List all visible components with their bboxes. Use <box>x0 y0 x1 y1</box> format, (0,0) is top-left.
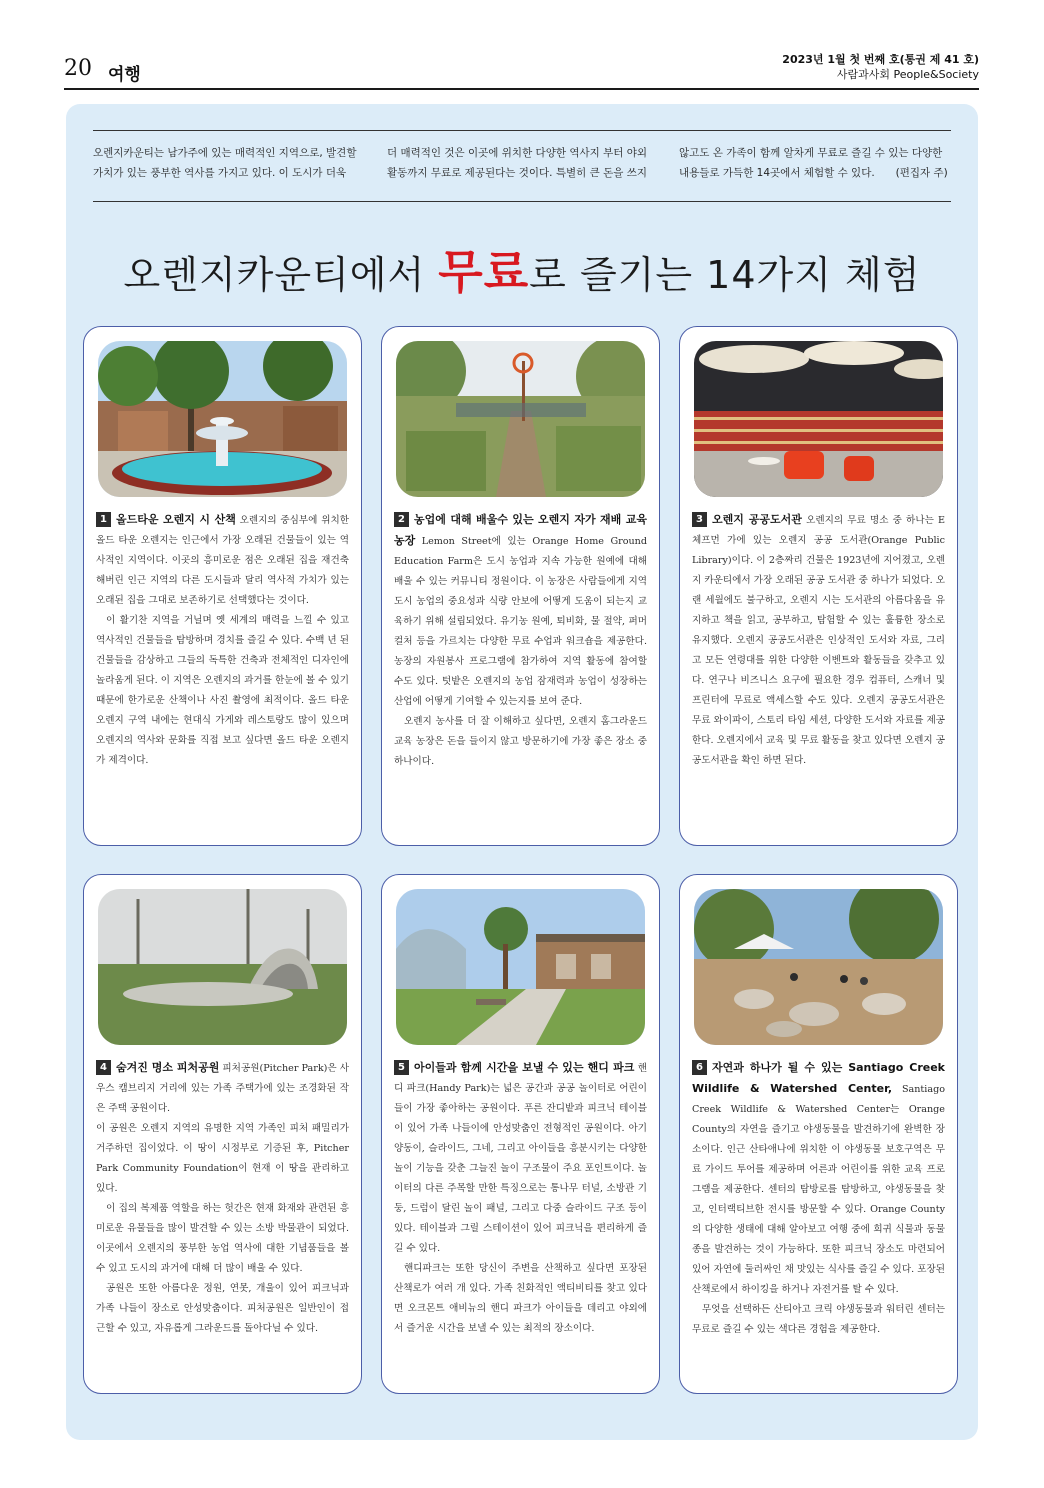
article-number-badge: 1 <box>96 512 111 527</box>
community-farm-photo <box>396 341 645 497</box>
article-number-badge: 5 <box>394 1060 409 1075</box>
plaza-fountain-photo <box>98 341 347 497</box>
article-lead: 핸디 파크(Handy Park)는 넓은 공간과 공공 놀이터로 어린이들이 가장 좋아하는 공원이다. 푸른 잔디밭과 피크닉 테이블이 있어 가족 나들이에 안성맞춤인 전형적인 공원이다. 아기 양동이, 슬라이드, 그네, 그리고 아이들을 흥분시키는 다양한 놀이 기능을 갖춘 그늘진 놀이 구조물이 주요 포인트이다. 놀이터의 다른 주목할 만한 특징으로는 통나무 터널, 소방관 기둥, 드럼이 달린 놀이 패널, 그리고 다중 슬라이드 구조 등이 있다. 테이블과 그릴 스테이션이 있어 피크닉을 편리하게 즐길 수 있다. <box>394 1063 647 1254</box>
article-title: 아이들과 함께 시간을 보낼 수 있는 핸디 파크 <box>414 1061 635 1074</box>
article-title: 자연과 하나가 될 수 있는 Santiago Creek Wildlife & Watershed Center, <box>692 1061 945 1095</box>
library-interior-photo <box>694 341 943 497</box>
intro-col-3: 않고도 온 가족이 함께 알차게 무료로 즐길 수 있는 다양한 내용들로 가득한 14곳에서 체험할 수 있다. (편집자 주) <box>679 147 948 179</box>
editor-intro <box>93 130 951 202</box>
headline-part-2: 로 즐기는 14가지 체험 <box>529 253 921 297</box>
article-number-badge: 4 <box>96 1060 111 1075</box>
section-label: 여행 <box>108 65 141 85</box>
publication-name: 사람과사회 People&Society <box>836 68 979 81</box>
feature-headline <box>93 236 951 302</box>
article-paragraph: 오렌지 농사를 더 잘 이해하고 싶다면, 오렌지 홈그라운드 교육 농장은 돈을 들이지 않고 방문하기에 가장 좋은 장소 중 하나이다. <box>394 716 647 767</box>
article-card-4 <box>83 874 362 1394</box>
article-lead: 오렌지의 중심부에 위치한 올드 타운 오렌지는 인근에서 가장 오래된 건물들이 있는 역사적인 지역이다. 이곳의 흥미로운 점은 오래된 집을 재건축 해버린 인근 지역의 다른 도시들과 달리 역사적 가치가 있는 오래된 집을 그대로 보존하기로 선택했다는 것이다. <box>96 515 349 606</box>
article-card-6 <box>679 874 958 1394</box>
article-body-4 <box>96 1058 349 1339</box>
article-title: 숨겨진 명소 피처공원 <box>116 1061 220 1074</box>
intro-col-2: 더 매력적인 것은 이곳에 위치한 다양한 역사지 부터 야외 활동까지 무료로 제공된다는 것이다. 특별히 큰 돈을 쓰지 <box>387 147 647 179</box>
article-body-3 <box>692 510 945 771</box>
article-lead: Lemon Street에 있는 Orange Home Ground Education Farm은 도시 농업과 지속 가능한 원예에 대해 배울 수 있는 커뮤니티 정원이다. 이 농장은 사람들에게 지역 도시 농업의 중요성과 식량 안보에 어떻게 도움이 되는지 교육하기 위해 설립되었다. 유기농 원예, 퇴비화, 물 절약, 퍼머컬처 등을 가르치는 다양한 무료 수업과 워크숍을 제공한다. 농장의 자원봉사 프로그램에 참가하여 지역 활동에 참여할 수도 있다. 텃밭은 오렌지의 농업 잠재력과 농업이 성장하는 산업에 어떻게 기여할 수 있는지를 보여 준다. <box>394 536 647 707</box>
article-lead: 피처공원(Pitcher Park)은 사우스 캠브리지 거리에 있는 가족 주택가에 있는 조경화된 작은 주택 공원이다. <box>96 1063 349 1114</box>
article-paragraph: 이 공원은 오렌지 지역의 유명한 지역 가족인 피처 패밀리가 거주하던 집이었다. 이 땅이 시정부로 기증된 후, Pitcher Park Community Foundation이 현재 이 땅을 관리하고 있다. <box>96 1123 349 1194</box>
article-card-3 <box>679 326 958 846</box>
article-lead: Santiago Creek Wildlife & Watershed Center는 Orange County의 자연을 즐기고 야생동물을 발견하기에 완벽한 장소이다. 인근 산타애나에 위치한 이 야생동물 보호구역은 무료 가이드 투어를 제공하며 어른과 어린이를 위한 교육 프로그램을 제공한다. 센터의 탐방로를 탐방하고, 야생동물을 찾고, 인터랙티브한 전시를 방문할 수 있다. Orange County의 다양한 생태에 대해 알아보고 여행 중에 희귀 식물과 동물 종을 발견하는 것이 가능하다. 또한 피크닉 장소도 마련되어 있어 자연에 둘러싸인 채 맛있는 식사를 즐길 수 있다. 포장된 산책로에서 하이킹을 하거나 자전거를 탈 수 있다. <box>692 1084 945 1295</box>
article-paragraph: 핸디파크는 또한 당신이 주변을 산책하고 싶다면 포장된 산책로가 여러 개 있다. 가족 친화적인 액티비티를 찾고 있다면 오크몬트 애비뉴의 핸디 파크가 아이들을 데리고 야외에서 즐거운 시간을 보낼 수 있는 최적의 장소이다. <box>394 1263 647 1334</box>
article-body-5 <box>394 1058 647 1339</box>
article-number-badge: 3 <box>692 512 707 527</box>
article-title: 농업에 대해 배울수 있는 오렌지 자가 재배 교육 농장 <box>394 513 647 547</box>
article-lead: 오렌지의 무료 명소 중 하나는 E체프먼 가에 있는 오렌지 공공 도서관(Orange Public Library)이다. 이 2층짜리 건물은 1923년에 지어졌고, 오렌지 카운티에서 가장 오래된 공공 도서관 중 하나가 되었다. 오랜 세월에도 불구하고, 오렌지 시는 도서관의 아름다움을 유지하고 책을 읽고, 공부하고, 탐험할 수 있는 훌륭한 장소로 유지했다. 오렌지 공공도서관은 인상적인 도서와 자료, 그리고 모든 연령대를 위한 다양한 이벤트와 활동들을 갖추고 있다. 연구나 비즈니스 요구에 필요한 경우 컴퓨터, 스캐너 및 프린터에 무료로 액세스할 수도 있다. 오렌지 공공도서관은 무료 와이파이, 스토리 타임 세션, 다양한 도서와 자료를 제공한다. 오렌지에서 교육 및 무료 활동을 찾고 있다면 오렌지 공공도서관을 확인 하면 된다. <box>692 515 945 766</box>
article-paragraph: 이 활기찬 지역을 거닐며 옛 세계의 매력을 느낄 수 있고 역사적인 건물들을 탐방하며 경치를 즐길 수 있다. 수백 년 된 건물들을 감상하고 그들의 독특한 건축과 전체적인 디자인에 놀라움게 된다. 이 지역은 오렌지의 과거를 한눈에 볼 수 있기 때문에 한가로운 산책이나 사진 촬영에 최적이다. 올드 타운 오렌지 구역 내에는 현대식 가게와 레스토랑도 많이 있으며 오렌지의 역사와 문화를 직접 보고 싶다면 올드 타운 오렌지가 제격이다. <box>96 615 349 766</box>
article-number-badge: 6 <box>692 1060 707 1075</box>
intro-col-1: 오렌지카운티는 남가주에 있는 매력적인 지역으로, 발견할 가치가 있는 풍부한 역사를 가지고 있다. 이 도시가 더욱 <box>93 147 357 179</box>
headline-highlight: 무료 <box>438 245 530 299</box>
headline-part-1: 오렌지카운티에서 <box>123 253 439 297</box>
article-paragraph: 무엇을 선택하든 산티아고 크릭 야생동물과 워터린 센터는 무료로 즐길 수 있는 색다른 경험을 제공한다. <box>692 1304 945 1335</box>
page-number: 20 <box>64 56 92 81</box>
article-title: 오렌지 공공도서관 <box>712 513 802 526</box>
article-body-2 <box>394 510 647 772</box>
park-skate-bowl-photo <box>98 889 347 1045</box>
page-header <box>64 52 979 90</box>
article-card-2 <box>381 326 660 846</box>
article-paragraph: 이 집의 복제품 역할을 하는 헛간은 현재 화재와 관련된 흥미로운 유물들을 많이 발견할 수 있는 소방 박물관이 되었다. 이곳에서 오렌지의 풍부한 농업 역사에 대한 기념품들을 볼 수 있고 도시의 과거에 대해 더 많이 배울 수 있다. <box>96 1203 349 1274</box>
issue-date: 2023년 1월 첫 번째 호(통권 제 41 호) <box>782 53 979 66</box>
article-paragraph: 공원은 또한 아름다운 정원, 연못, 개울이 있어 피크닉과 가족 나들이 장소로 안성맞춤이다. 피처공원은 일반인이 접근할 수 있고, 자유롭게 그라운드를 돌아다닐 수 있다. <box>96 1283 349 1334</box>
article-title: 올드타운 오렌지 시 산책 <box>116 513 236 526</box>
article-number-badge: 2 <box>394 512 409 527</box>
issue-info <box>782 52 979 82</box>
article-body-1 <box>96 510 349 771</box>
wildlife-center-event-photo <box>694 889 943 1045</box>
park-pavilion-photo <box>396 889 645 1045</box>
article-body-6 <box>692 1058 945 1340</box>
article-card-5 <box>381 874 660 1394</box>
article-card-1 <box>83 326 362 846</box>
